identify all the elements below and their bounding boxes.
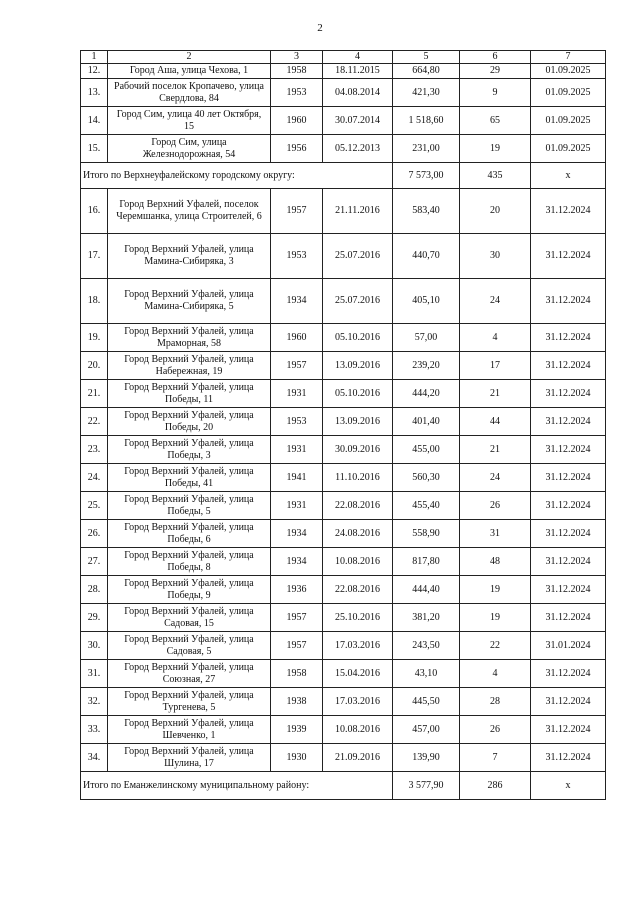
address-cell: Город Верхний Уфалей, улица Шевченко, 1 [108, 716, 271, 744]
area-cell: 1 518,60 [393, 107, 460, 135]
table-body [81, 51, 606, 800]
people-cell: 28 [460, 688, 531, 716]
area-cell: 43,10 [393, 660, 460, 688]
year-cell: 1956 [271, 135, 323, 163]
deadline-cell: 31.12.2024 [531, 464, 606, 492]
area-cell: 243,50 [393, 632, 460, 660]
year-cell: 1960 [271, 107, 323, 135]
people-cell: 29 [460, 64, 531, 79]
deadline-cell: 31.12.2024 [531, 352, 606, 380]
address-cell: Город Верхний Уфалей, улица Победы, 20 [108, 408, 271, 436]
table-row [81, 660, 606, 688]
deadline-cell: 31.12.2024 [531, 576, 606, 604]
year-cell: 1953 [271, 408, 323, 436]
row-number: 30. [81, 632, 108, 660]
address-cell: Город Верхний Уфалей, улица Победы, 8 [108, 548, 271, 576]
address-cell: Город Верхний Уфалей, улица Мамина-Сибиряка, 3 [108, 234, 271, 279]
area-cell: 139,90 [393, 744, 460, 772]
table-row [81, 436, 606, 464]
address-cell: Город Аша, улица Чехова, 1 [108, 64, 271, 79]
date-cell: 05.10.2016 [323, 324, 393, 352]
page-number: 2 [317, 22, 323, 34]
table-row [81, 380, 606, 408]
row-number: 25. [81, 492, 108, 520]
deadline-cell: 31.12.2024 [531, 324, 606, 352]
table-row [81, 492, 606, 520]
table-row [81, 520, 606, 548]
deadline-cell: 31.01.2024 [531, 632, 606, 660]
year-cell: 1953 [271, 234, 323, 279]
date-cell: 21.09.2016 [323, 744, 393, 772]
people-cell: 26 [460, 716, 531, 744]
date-cell: 30.09.2016 [323, 436, 393, 464]
people-cell: 24 [460, 464, 531, 492]
table-row [81, 576, 606, 604]
people-cell: 4 [460, 660, 531, 688]
people-cell: 21 [460, 380, 531, 408]
area-cell: 664,80 [393, 64, 460, 79]
deadline-cell: 01.09.2025 [531, 64, 606, 79]
deadline-cell: 31.12.2024 [531, 279, 606, 324]
date-cell: 13.09.2016 [323, 352, 393, 380]
area-cell: 444,40 [393, 576, 460, 604]
people-cell: 48 [460, 548, 531, 576]
date-cell: 24.08.2016 [323, 520, 393, 548]
row-number: 34. [81, 744, 108, 772]
table-row [81, 135, 606, 163]
area-cell: 445,50 [393, 688, 460, 716]
people-cell: 9 [460, 79, 531, 107]
date-cell: 10.08.2016 [323, 716, 393, 744]
column-number: 1 [81, 51, 108, 64]
column-number: 5 [393, 51, 460, 64]
people-cell: 20 [460, 189, 531, 234]
year-cell: 1960 [271, 324, 323, 352]
deadline-cell: 31.12.2024 [531, 380, 606, 408]
row-number: 28. [81, 576, 108, 604]
year-cell: 1953 [271, 79, 323, 107]
people-cell: 19 [460, 576, 531, 604]
year-cell: 1930 [271, 744, 323, 772]
table-row [81, 464, 606, 492]
table-row [81, 234, 606, 279]
date-cell: 04.08.2014 [323, 79, 393, 107]
table-row [81, 189, 606, 234]
deadline-cell: 31.12.2024 [531, 604, 606, 632]
subtotal-area: 3 577,90 [393, 772, 460, 800]
column-number: 2 [108, 51, 271, 64]
table-row [81, 352, 606, 380]
area-cell: 583,40 [393, 189, 460, 234]
area-cell: 440,70 [393, 234, 460, 279]
address-cell: Город Верхний Уфалей, улица Мраморная, 58 [108, 324, 271, 352]
area-cell: 239,20 [393, 352, 460, 380]
date-cell: 22.08.2016 [323, 492, 393, 520]
people-cell: 19 [460, 135, 531, 163]
people-cell: 44 [460, 408, 531, 436]
deadline-cell: 01.09.2025 [531, 107, 606, 135]
address-cell: Город Верхний Уфалей, улица Победы, 6 [108, 520, 271, 548]
table-row [81, 632, 606, 660]
deadline-cell: 31.12.2024 [531, 688, 606, 716]
address-cell: Город Сим, улица 40 лет Октября, 15 [108, 107, 271, 135]
year-cell: 1934 [271, 520, 323, 548]
address-cell: Город Верхний Уфалей, улица Победы, 5 [108, 492, 271, 520]
year-cell: 1931 [271, 492, 323, 520]
date-cell: 10.08.2016 [323, 548, 393, 576]
table-row [81, 688, 606, 716]
date-cell: 05.10.2016 [323, 380, 393, 408]
date-cell: 30.07.2014 [323, 107, 393, 135]
date-cell: 17.03.2016 [323, 688, 393, 716]
deadline-cell: 31.12.2024 [531, 744, 606, 772]
address-cell: Город Верхний Уфалей, улица Союзная, 27 [108, 660, 271, 688]
subtotal-row [81, 772, 606, 800]
address-cell: Город Верхний Уфалей, улица Мамина-Сибиряка, 5 [108, 279, 271, 324]
table-row [81, 107, 606, 135]
column-number: 4 [323, 51, 393, 64]
address-cell: Город Верхний Уфалей, улица Тургенева, 5 [108, 688, 271, 716]
row-number: 16. [81, 189, 108, 234]
area-cell: 558,90 [393, 520, 460, 548]
area-cell: 455,00 [393, 436, 460, 464]
year-cell: 1957 [271, 632, 323, 660]
table-row [81, 548, 606, 576]
column-number: 6 [460, 51, 531, 64]
year-cell: 1934 [271, 548, 323, 576]
deadline-cell: 31.12.2024 [531, 492, 606, 520]
deadline-cell: 31.12.2024 [531, 660, 606, 688]
table-row [81, 744, 606, 772]
address-cell: Город Верхний Уфалей, улица Садовая, 15 [108, 604, 271, 632]
date-cell: 13.09.2016 [323, 408, 393, 436]
row-number: 27. [81, 548, 108, 576]
year-cell: 1938 [271, 688, 323, 716]
row-number: 31. [81, 660, 108, 688]
area-cell: 57,00 [393, 324, 460, 352]
address-cell: Город Верхний Уфалей, улица Садовая, 5 [108, 632, 271, 660]
people-cell: 24 [460, 279, 531, 324]
table-row [81, 716, 606, 744]
people-cell: 21 [460, 436, 531, 464]
deadline-cell: 01.09.2025 [531, 79, 606, 107]
area-cell: 457,00 [393, 716, 460, 744]
year-cell: 1931 [271, 436, 323, 464]
area-cell: 381,20 [393, 604, 460, 632]
row-number: 32. [81, 688, 108, 716]
subtotal-label: Итого по Верхнеуфалейскому городскому округу: [81, 163, 393, 189]
deadline-cell: 31.12.2024 [531, 408, 606, 436]
subtotal-deadline: х [531, 163, 606, 189]
year-cell: 1957 [271, 352, 323, 380]
deadline-cell: 31.12.2024 [531, 716, 606, 744]
area-cell: 560,30 [393, 464, 460, 492]
row-number: 18. [81, 279, 108, 324]
area-cell: 444,20 [393, 380, 460, 408]
row-number: 13. [81, 79, 108, 107]
deadline-cell: 31.12.2024 [531, 189, 606, 234]
row-number: 29. [81, 604, 108, 632]
date-cell: 11.10.2016 [323, 464, 393, 492]
column-number: 3 [271, 51, 323, 64]
area-cell: 421,30 [393, 79, 460, 107]
subtotal-people: 286 [460, 772, 531, 800]
people-cell: 31 [460, 520, 531, 548]
area-cell: 231,00 [393, 135, 460, 163]
subtotal-row [81, 163, 606, 189]
deadline-cell: 01.09.2025 [531, 135, 606, 163]
date-cell: 05.12.2013 [323, 135, 393, 163]
address-cell: Город Сим, улица Железнодорожная, 54 [108, 135, 271, 163]
people-cell: 17 [460, 352, 531, 380]
address-cell: Город Верхний Уфалей, улица Победы, 11 [108, 380, 271, 408]
year-cell: 1958 [271, 660, 323, 688]
table-row [81, 64, 606, 79]
area-cell: 405,10 [393, 279, 460, 324]
row-number: 23. [81, 436, 108, 464]
date-cell: 25.07.2016 [323, 234, 393, 279]
date-cell: 18.11.2015 [323, 64, 393, 79]
deadline-cell: 31.12.2024 [531, 548, 606, 576]
people-cell: 7 [460, 744, 531, 772]
address-cell: Город Верхний Уфалей, поселок Черемшанка, улица Строителей, 6 [108, 189, 271, 234]
table-row [81, 324, 606, 352]
subtotal-people: 435 [460, 163, 531, 189]
date-cell: 25.10.2016 [323, 604, 393, 632]
date-cell: 22.08.2016 [323, 576, 393, 604]
row-number: 12. [81, 64, 108, 79]
row-number: 17. [81, 234, 108, 279]
date-cell: 15.04.2016 [323, 660, 393, 688]
date-cell: 17.03.2016 [323, 632, 393, 660]
address-cell: Рабочий поселок Кропачево, улица Свердлова, 84 [108, 79, 271, 107]
people-cell: 65 [460, 107, 531, 135]
year-cell: 1941 [271, 464, 323, 492]
row-number: 20. [81, 352, 108, 380]
table-row [81, 604, 606, 632]
address-cell: Город Верхний Уфалей, улица Победы, 9 [108, 576, 271, 604]
people-cell: 4 [460, 324, 531, 352]
subtotal-area: 7 573,00 [393, 163, 460, 189]
people-cell: 26 [460, 492, 531, 520]
row-number: 21. [81, 380, 108, 408]
date-cell: 25.07.2016 [323, 279, 393, 324]
year-cell: 1934 [271, 279, 323, 324]
area-cell: 401,40 [393, 408, 460, 436]
deadline-cell: 31.12.2024 [531, 436, 606, 464]
row-number: 26. [81, 520, 108, 548]
people-cell: 22 [460, 632, 531, 660]
year-cell: 1957 [271, 189, 323, 234]
row-number: 33. [81, 716, 108, 744]
deadline-cell: 31.12.2024 [531, 234, 606, 279]
year-cell: 1931 [271, 380, 323, 408]
column-number-row [81, 51, 606, 64]
table-row [81, 279, 606, 324]
address-cell: Город Верхний Уфалей, улица Победы, 3 [108, 436, 271, 464]
address-cell: Город Верхний Уфалей, улица Набережная, 19 [108, 352, 271, 380]
row-number: 15. [81, 135, 108, 163]
table-row [81, 79, 606, 107]
people-cell: 19 [460, 604, 531, 632]
area-cell: 455,40 [393, 492, 460, 520]
table-row [81, 408, 606, 436]
row-number: 19. [81, 324, 108, 352]
people-cell: 30 [460, 234, 531, 279]
row-number: 24. [81, 464, 108, 492]
year-cell: 1958 [271, 64, 323, 79]
date-cell: 21.11.2016 [323, 189, 393, 234]
column-number: 7 [531, 51, 606, 64]
deadline-cell: 31.12.2024 [531, 520, 606, 548]
year-cell: 1936 [271, 576, 323, 604]
row-number: 14. [81, 107, 108, 135]
subtotal-label: Итого по Еманжелинскому муниципальному району: [81, 772, 393, 800]
address-cell: Город Верхний Уфалей, улица Победы, 41 [108, 464, 271, 492]
subtotal-deadline: х [531, 772, 606, 800]
housing-table [80, 50, 606, 800]
row-number: 22. [81, 408, 108, 436]
year-cell: 1957 [271, 604, 323, 632]
area-cell: 817,80 [393, 548, 460, 576]
address-cell: Город Верхний Уфалей, улица Шулина, 17 [108, 744, 271, 772]
year-cell: 1939 [271, 716, 323, 744]
